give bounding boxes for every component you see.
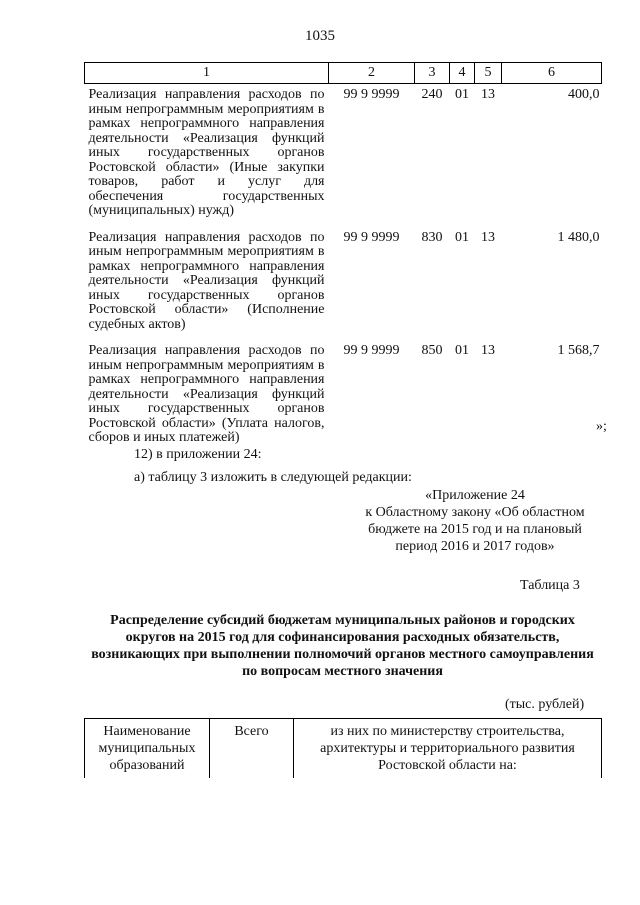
header-total: Всего <box>210 719 294 779</box>
row-rz: 01 <box>455 229 469 245</box>
header-col-3: 3 <box>415 63 450 84</box>
row-pr: 13 <box>481 343 495 358</box>
header-col-5: 5 <box>475 63 502 84</box>
row-rz: 01 <box>455 87 469 102</box>
row-description: Реализация направления расходов по иным непрограммным мероприятиям в рамках непрограммного направления деятельности «Реализация функций иных государственных органов Ростовской области» (Исполнение судебных актов) <box>88 229 325 332</box>
header-col-1: 1 <box>85 63 329 84</box>
row-code: 99 9 9999 <box>343 343 400 358</box>
units-note: (тыс. рублей) <box>505 697 585 712</box>
header-col-4: 4 <box>450 63 475 84</box>
appendix-line-1: «Приложение 24 <box>425 488 525 503</box>
appendix-line-3: бюджете на 2015 год и на плановый <box>368 522 582 537</box>
row-description: Реализация направления расходов по иным непрограммным мероприятиям в рамках непрограммного направления деятельности «Реализация функций иных государственных органов Ростовской области» (Уплата налогов, сборов и иных платежей) <box>88 343 325 445</box>
table-header-row <box>85 63 602 84</box>
row-vr: 850 <box>421 343 443 358</box>
table-header-row <box>85 719 602 779</box>
row-description: Реализация направления расходов по иным непрограммным мероприятиям в рамках непрограммного направления деятельности «Реализация функций иных государственных органов Ростовской области» (Иные закупки товаров, работ и услуг для обеспечения государственных (муниципальных) нужд) <box>88 87 325 218</box>
header-ministry: из них по министерству строительства, архитектуры и территориального развития Ростовской области на: <box>294 719 602 779</box>
row-vr: 240 <box>421 87 443 102</box>
subsidies-table <box>84 718 602 778</box>
row-code: 99 9 9999 <box>343 87 400 102</box>
paragraph-12: 12) в приложении 24: <box>134 447 262 462</box>
row-amount: 1 568,7 <box>557 343 600 358</box>
header-col-2: 2 <box>329 63 415 84</box>
row-pr: 13 <box>481 229 495 245</box>
row-rz: 01 <box>455 343 469 358</box>
row-code: 99 9 9999 <box>343 229 400 245</box>
row-amount: 1 480,0 <box>557 229 600 245</box>
page-number: 1035 <box>305 28 335 44</box>
table-row <box>85 84 602 227</box>
appendix-line-4: период 2016 и 2017 годов» <box>395 539 555 554</box>
appendix-reference <box>330 487 620 555</box>
header-col-6: 6 <box>502 63 602 84</box>
expenses-table <box>84 62 602 454</box>
section-heading: Распределение субсидий бюджетам муниципальных районов и городских округов на 2015 год для софинансирования расходных обязательств, возникающих при выполнении полномочий органов местного самоуправления по вопросам местного значения <box>91 613 594 679</box>
row-vr: 830 <box>421 229 443 245</box>
row-pr: 13 <box>481 87 495 102</box>
header-municipalities: Наименование муниципальных образований <box>85 719 210 779</box>
table-row <box>85 340 602 454</box>
row-amount: 400,0 <box>568 87 600 102</box>
table-label: Таблица 3 <box>520 578 580 593</box>
closing-quote-mark: »; <box>596 419 607 434</box>
table-row <box>85 227 602 341</box>
appendix-line-2: к Областному закону «Об областном <box>365 505 585 520</box>
paragraph-a: а) таблицу 3 изложить в следующей редакции: <box>134 470 412 485</box>
